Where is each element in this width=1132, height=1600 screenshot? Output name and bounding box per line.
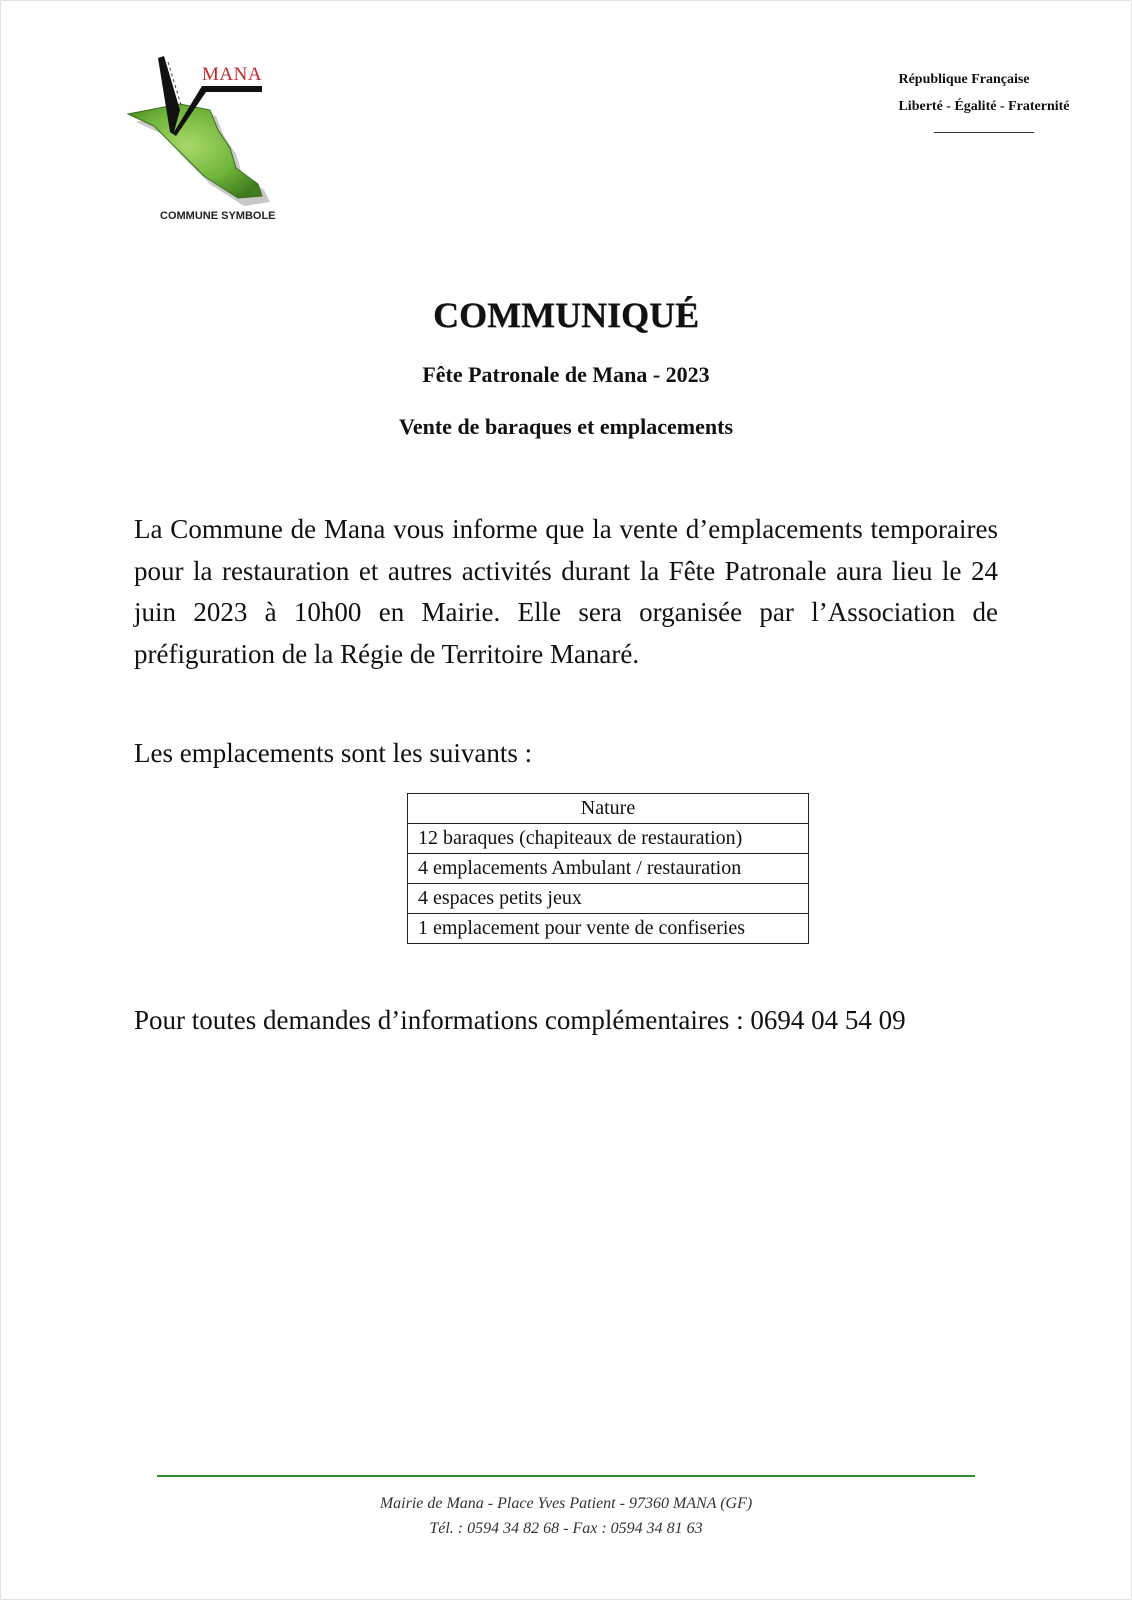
table-row [408, 884, 809, 914]
footer [0, 1491, 1132, 1541]
logo-caption: COMMUNE SYMBOLE [160, 210, 276, 222]
table-header-row [408, 794, 809, 824]
contact-line: Pour toutes demandes d’informations complémentaires : 0694 04 54 09 [134, 1005, 906, 1035]
republic-header [844, 66, 1084, 133]
footer-phones: Tél. : 0594 34 82 68 - Fax : 0594 34 81 63 [429, 1520, 703, 1537]
header-divider [934, 132, 1034, 133]
page-title: COMMUNIQUÉ [433, 295, 699, 335]
announcement-paragraph: La Commune de Mana vous informe que la vente d’emplacements temporaires pour la restauration et autres activités durant la Fête Patronale aura lieu le 24 juin 2023 à 10h00 en Mairie. Elle sera organisée par l’Association de préfiguration de la Régie de Territoire Manaré. [134, 514, 998, 669]
table-cell: 4 emplacements Ambulant / restauration [408, 854, 809, 884]
table-cell: 4 espaces petits jeux [408, 884, 809, 914]
table-row [408, 854, 809, 884]
republic-title: République Française [898, 72, 1030, 87]
table-header-nature: Nature [408, 794, 809, 824]
logo-name: MANA [202, 64, 263, 85]
event-subtitle: Fête Patronale de Mana - 2023 [422, 362, 710, 387]
table-cell: 12 baraques (chapiteaux de restauration) [408, 824, 809, 854]
table-row [408, 824, 809, 854]
commune-logo [120, 52, 300, 232]
table-cell: 1 emplacement pour vente de confiseries [408, 914, 809, 944]
sale-subtitle: Vente de baraques et emplacements [398, 414, 734, 439]
table-row [408, 914, 809, 944]
footer-address: Mairie de Mana - Place Yves Patient - 97360 MANA (GF) [379, 1495, 753, 1512]
list-intro: Les emplacements sont les suivants : [134, 738, 533, 768]
footer-divider [157, 1475, 975, 1477]
republic-motto: Liberté - Égalité - Fraternité [898, 99, 1070, 114]
slots-table [407, 793, 809, 944]
